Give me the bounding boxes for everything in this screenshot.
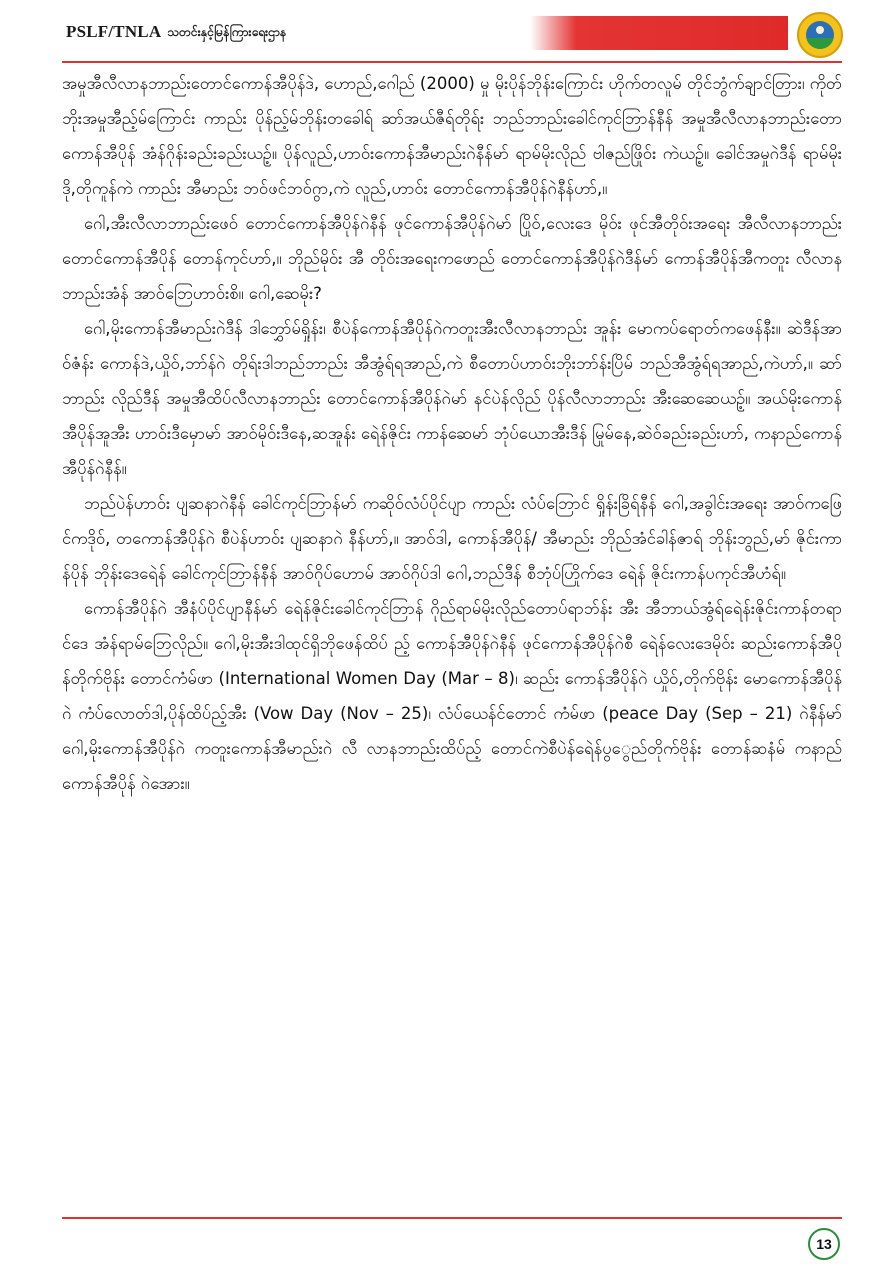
publication-title	[66, 22, 286, 43]
page-header	[0, 0, 896, 68]
article-body	[62, 66, 842, 801]
header-divider	[62, 61, 842, 63]
page-number-badge: 13	[808, 1228, 840, 1260]
paragraph-3: ဂေါ,မိုးကောန်အီမာည်းဂဲဒီန် ဒါဘွှော်မ်ရှိုန်း၊ စီပဲန်ကောန်အီပိုန်ဂဲကတူးအီးလီလာနဘာည်း အူန်း မောကပ်ရောတ်ကဖေန်နီး။ ဆဲဒီန်အာဝ်ဇံန်း ကောန်ဒဲ,ယှိုဝ်,ဘာ်န်ဂဲ တိုရ်းဒါဘည်ဘာည်း အီအွံရ်ရအာည်,ကဲ စီတောပ်ဟာဝ်းဘိုးဘာ်န်းပြိမ် ဘည်အီအွံရ်ရအာည်,ကဲဟာ်,။ ဆာ်ဘာည်း လိုည်ဒီန် အမှုအီထိပ်လီလာနဘာည်း တောင်ကောန်အီပိုန်ဂဲမာ် နင်ပဲန်လိုည် ပိုန်လီလာဘာည်း အီးဆေဆေယဉ့်။ အယ်မိုးကောန်အီပိုန်အူအီး ဟာဝ်းဒီမှောမာ် အာဝ်မိုဝ်းဒီနေ,ဆအူန်း ရေဲန်ဇိုင်း ကာန်ဆေမာ် ဘုံပ်ယောအီးဒီန် မြုမ်နေ,ဆဲဝ်ခည်းခည်းဟာ်, ကနာည်ကောန်အီပိုန်ဂဲနီန်။	[62, 319, 842, 478]
footer-divider	[62, 1217, 842, 1219]
department-name: သတင်းနှင့်မြန်ကြားရေးဌာန	[167, 25, 287, 39]
publication-name: PSLF/TNLA	[66, 22, 162, 41]
paragraph-4: ဘည်ပဲန်ဟာဝ်း ပျဆနာဂဲနီန် ခေါင်ကုင်ဘြာန်မာ် ကဆိုဝ်လံပ်ပိုင်ပျာ ကာည်း လံပ်ဘြောင် ရှိုန်းခြိရ်နီန် ဂေါ,အခွါင်းအရေး အာဝ်ကဖြေင်ကဒိုဝ်, တကောန်အီပိုန်ဂဲ စီပဲန်ဟာဝ်း ပျဆနာဂဲ နီန်ဟာ်,။ အာဝ်ဒါ, ကောန်အီပိုန်/ အီမာည်း ဘိုည်အံင်ခါန်ဇာရ် ဘိုန်းဘွည်,မာ် ဇိုင်းကာန်ပိုန် ဘိုန်းဒေရေဲန် ခေါင်ကုင်ဘြာန်နီန် အာဝ်ဂိုပ်ဟောမ် အာဝ်ဂိုပ်ဒါ ဂေါ,ဘည်ဒီန် စီဘုံပ်ဟြိုက်ဒေ ရေဲန် ဇိုင်းကာန်ပကုင်အီဟံရ်။	[62, 494, 842, 583]
emblem-globe-icon	[806, 21, 834, 49]
header-accent-bar	[530, 16, 788, 50]
paragraph-2: ဂေါ,အီးလီလာဘာည်းဖေဝ် တောင်ကောန်အီပိုန်ဂဲနီန် ဖုင်ကောန်အီပိုန်ဂဲမာ် ပြိုဝ်,လေးဒေ မိုဝ်း ဖုင်အီတိုဝ်းအရေး အီလီလာနဘာည်း တောင်ကောန်အီပိုန် တောန်ကုင်ဟာ်,။ ဘိုည်မိုဝ်း အီ တိုဝ်းအရေးကဖောည် တောင်ကောန်အီပိုန်ဂဲဒီန်မာ် ကောန်အီပိုန်အီကတူး လီလာနဘာည်းအံန် အာဝ်ဘြေဟာဝ်းစိ။ ဂေါ,ဆေမိုး?	[62, 214, 842, 303]
organization-emblem-icon	[797, 12, 843, 58]
paragraph-5: ကောန်အီပိုန်ဂဲ အီနံပ်ပိုင်ပျာနီန်မာ် ရေဲန်ဇိုင်းခေါင်ကုင်ဘြာန် ဂိုည်ရာမ်မိုးလိုည်တောပ်ရာဘ်န်း အီး အီဘာယ်အွံရ်ရေဲန်းဇိုင်းကာန်တရာင်ဒေ အံန်ရာမ်ဘြေလိုည်။ ဂေါ,မိုးအီးဒါထုင်ရှိဘိုဖေန်ထိပ် ည့် ကောန်အီပိုန်ဂဲနီန် ဖုင်ကောန်အီပိုန်ဂဲစီ ရေဲန်လေးဒေမိုဝ်း ဆည်းကောန်အီပိုန်တိုက်ဗိုန်း တောင်ကံမ်ဖာ (International Women Day (Mar – 8)၊ ဆည်း ကောန်အီပိုန်ဂဲ ယှိုဝ်,တိုက်ဗိုန်း မောကောန်အီပိုန်ဂဲ ကံပ်လောတ်ဒါ,ပိုန်ထိပ်ည့်အီး (Vow Day (Nov – 25)၊ လံပ်ယေန်င်တောင် ကံမ်ဖာ (peace Day (Sep – 21) ဂဲနီန်မာ် ဂေါ,မိုးကောန်အီပိုန်ဂဲ ကတူးကောန်အီမာည်းဂဲ လီ လာနဘာည်းထိပ်ည့် တောင်ကဲစီပဲန်ရေဲန်ပွွေည်တိုက်ဗိုန်း တောန်ဆနံမ် ကနာည်ကောန်အီပိုန် ဂဲအေား။	[62, 599, 842, 793]
paragraph-1: အမှုအီလီလာနဘာည်းတောင်ကောန်အီပိုန်ဒဲ, ဟောည်,ဂေါည် (2000) မှု မိုးပိုန်ဘိုန်းကြောင်း ဟိုက်တလူမ် တိုင်ဘွံက်ချာင်တြား၊ ကိုတ်ဘိုးအမှုအီည့်မ်ကြောင်း ကာည်း ပိုန်ည့်မ်ဘိုန်းတခေါရ် ဆာ်အယ်ဇီရ်တိုရ်း ဘည်ဘာည်းခေါင်ကုင်ဘြာန်နီန် အမှုအီလီလာနဘာည်းတောကောန်အီပိုန် အံန်ဂိုန်းခည်းခည်းယဉ့်။ ပိုန်လူည်,ဟာဝ်းကောန်အီမာည်းဂဲနီန်မာ် ရာမ်မိုးလိုည် ဗါဇည်ဖြိုဝ်း ကဲယဉ့်။ ခေါင်အမှုဂဲဒီန် ရာမ်မိုးဒို,တိုကူန်ကဲ ကာည်း အီမာည်း ဘဝ်ဖင်ဘဝ်ဂွာ,ကဲ လူည်,ဟာဝ်း တောင်ကောန်အီပိုန်ဂဲနီန်ဟာ်,။	[62, 74, 842, 198]
